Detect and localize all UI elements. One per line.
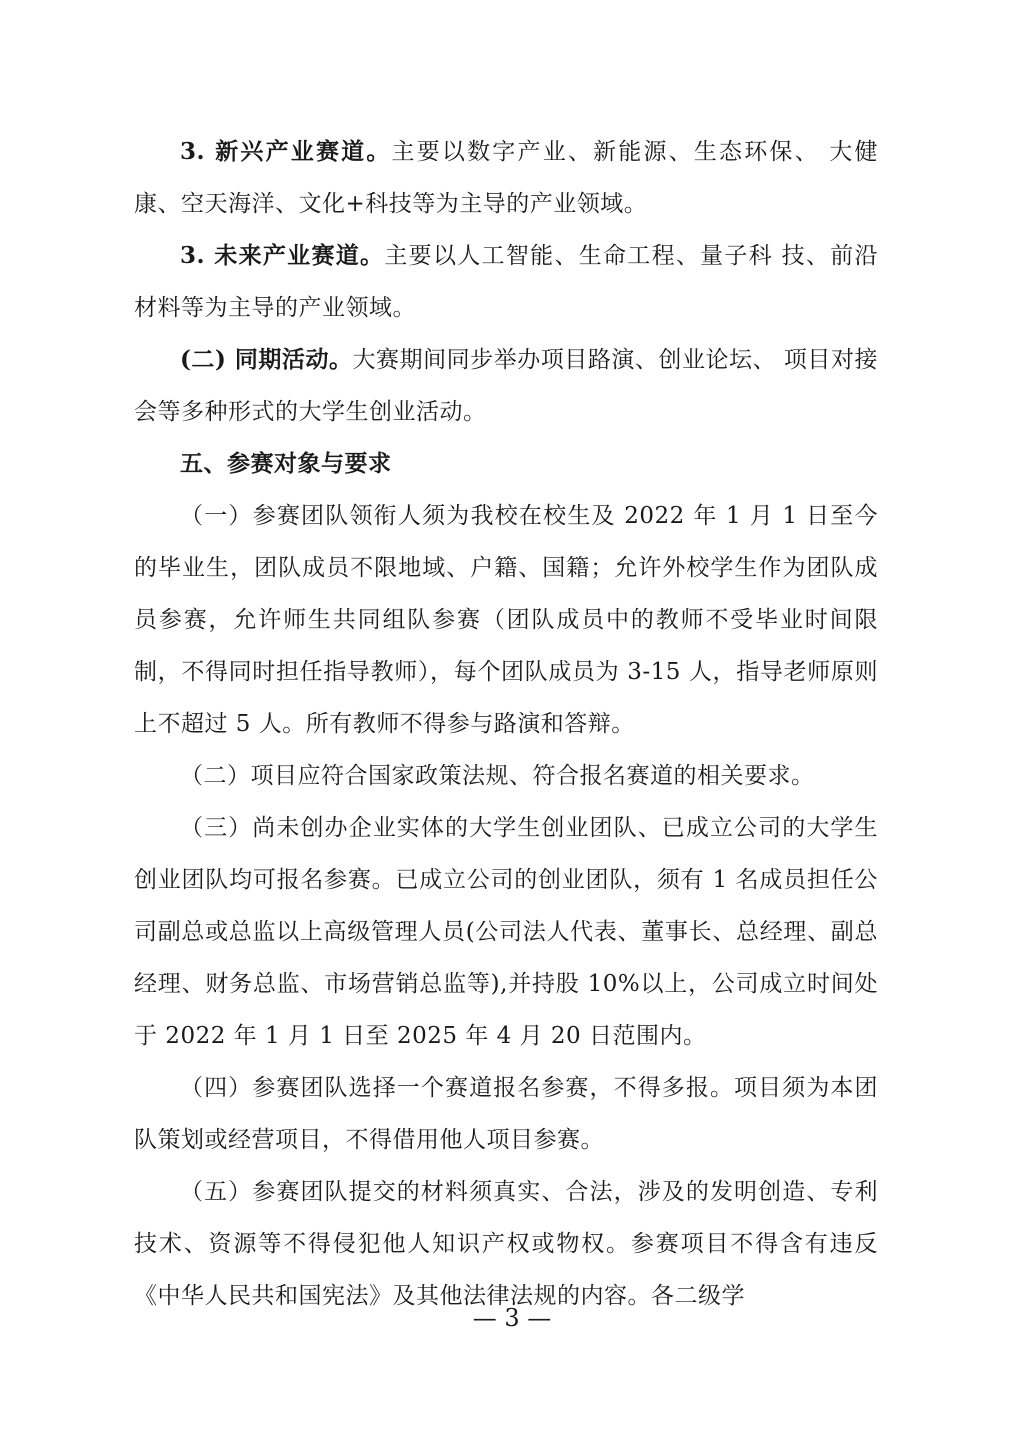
paragraph-body: 主要以人工智能、生命工程、量子科 技、前沿材料等为主导的产业领域。 (134, 243, 878, 321)
paragraph-lead: 3. 新兴产业赛道。 (180, 138, 392, 165)
requirement-item-2: （二）项目应符合国家政策法规、符合报名赛道的相关要求。 (180, 763, 815, 789)
requirement-item-4: （四）参赛团队选择一个赛道报名参赛，不得多报。项目须为本团队策划或经营项目，不得借用他人项目参赛。 (134, 1075, 878, 1153)
paragraph-body: 大赛期间同步举办项目路演、创业论坛、 项目对接会等多种形式的大学生创业活动。 (134, 347, 878, 425)
paragraph-concurrent-activities (134, 334, 878, 438)
page-number: — 3 — (472, 1304, 552, 1332)
paragraph-emerging-industry-track (134, 126, 878, 230)
document-body (134, 126, 878, 1322)
paragraph-lead: 3. 未来产业赛道。 (180, 242, 385, 269)
paragraph-body: 主要以数字产业、新能源、生态环保、 大健康、空天海洋、文化+科技等为主导的产业领域。 (134, 139, 878, 217)
requirement-item-3: （三）尚未创办企业实体的大学生创业团队、已成立公司的大学生创业团队均可报名参赛。已成立公司的创业团队，须有 1 名成员担任公司副总或总监以上高级管理人员(公司法人代表、董事长、总经理、副总经理、财务总监、市场营销总监等),并持股 10%以上，公司成立时间处于 2022 年 1 月 1 日至 2025 年 4 月 20 日范围内。 (134, 815, 878, 1049)
section-heading: 五、参赛对象与要求 (180, 451, 392, 477)
requirement-item-1: （一）参赛团队领衔人须为我校在校生及 2022 年 1 月 1 日至今的毕业生，团队成员不限地域、户籍、国籍；允许外校学生作为团队成员参赛，允许师生共同组队参赛（团队成员中的教师不受毕业时间限制，不得同时担任指导教师），每个团队成员为 3-15 人，指导老师原则上不超过 5 人。所有教师不得参与路演和答辩。 (134, 503, 878, 737)
requirement-item-5: （五）参赛团队提交的材料须真实、合法，涉及的发明创造、专利技术、资源等不得侵犯他人知识产权或物权。参赛项目不得含有违反《中华人民共和国宪法》及其他法律法规的内容。各二级学 (134, 1179, 878, 1309)
paragraph-future-industry-track (134, 230, 878, 334)
paragraph-lead: (二) 同期活动。 (180, 346, 353, 373)
